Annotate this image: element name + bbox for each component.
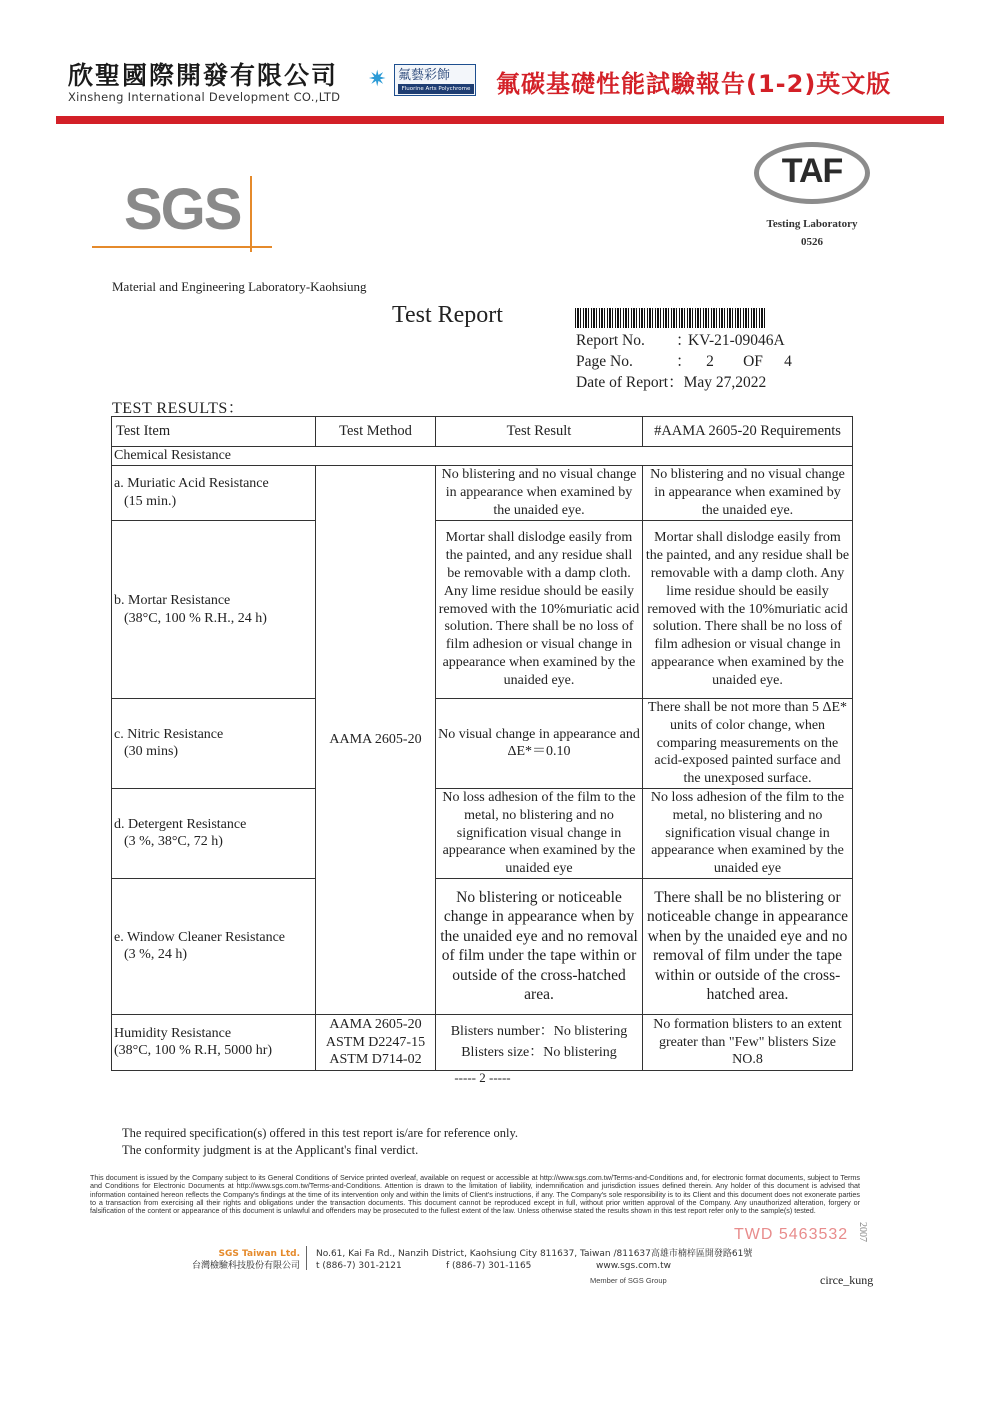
requirement-cell: There shall be not more than 5 ΔE* units of color change, when comparing measurements on the acid-exposed painted surface and the unexposed surface. — [643, 699, 853, 789]
report-no-value: KV-21-09046A — [688, 332, 785, 349]
conformity-note: The conformity judgment is at the Applicant's final verdict. — [122, 1143, 419, 1157]
test-item-name: d. Detergent Resistance — [114, 816, 247, 832]
test-result-cell: Mortar shall dislodge easily from the painted, and any residue shall be removable with a damp cloth. Any lime residue should be easily removed with the 10%muriatic acid solution. There shall be no loss of film adhesion or visual change in appearance when examined by the unaided eye. — [436, 521, 643, 699]
table-row — [112, 466, 853, 521]
table-row — [112, 699, 853, 789]
taf-logo — [752, 140, 872, 260]
header-divider — [56, 116, 944, 124]
footer-contact-row — [316, 1260, 752, 1272]
table-row — [112, 788, 853, 878]
test-result-cell: No blistering or noticeable change in appearance when by the unaided eye and no removal of film under the tape within or outside of the cross-hatched area. — [436, 878, 643, 1014]
company-banner — [0, 0, 1000, 130]
brand-badge — [368, 62, 478, 98]
date-label: Date of Report — [576, 374, 669, 391]
test-item-cell — [112, 466, 316, 521]
brand-star-icon: ✷ — [368, 66, 387, 91]
test-item-name: a. Muriatic Acid Resistance — [114, 476, 269, 492]
signer-name: circe_kung — [820, 1273, 874, 1287]
page-no-label: Page No. — [576, 353, 633, 370]
method-line: ASTM D2247-15 — [325, 1034, 426, 1050]
page-total: 4 — [784, 353, 792, 370]
col-header-test-item: Test Item — [112, 417, 316, 447]
sgs-logo-text: SGS — [124, 177, 241, 242]
requirement-cell: Mortar shall dislodge easily from the painted, and any residue shall be removable with a damp cloth. Any lime residue should be easily removed with the 10%muriatic acid solution. There shall be no loss of film adhesion or visual change in appearance when examined by the unaided eye. — [643, 521, 853, 699]
table-row — [112, 521, 853, 699]
taf-lab-label: Testing Laboratory — [766, 218, 858, 230]
results-table — [111, 416, 853, 1071]
test-item-cell — [112, 699, 316, 789]
sgs-logo-hline — [92, 246, 272, 248]
test-item-condition: (15 min.) — [124, 494, 177, 509]
table-header-row — [112, 417, 853, 447]
report-title-cn: 氟碳基礎性能試驗報告(1-2)英文版 — [496, 70, 892, 98]
test-item-name: c. Nitric Resistance — [114, 726, 224, 742]
section-row — [112, 447, 853, 466]
footer-tel: t (886-7) 301-2121 — [316, 1261, 402, 1271]
footer-company — [192, 1248, 300, 1272]
test-item-cell — [112, 521, 316, 699]
test-result-cell — [436, 1014, 643, 1070]
brand-name-cn: 氟藝彩飾 — [398, 68, 451, 83]
page-current: 2 — [706, 353, 714, 370]
blisters-size: Blisters size：No blistering — [461, 1045, 617, 1061]
requirement-cell: No loss adhesion of the film to the metal, no blistering and no signification visual change in appearance when examined by the unaided eye — [643, 788, 853, 878]
test-result-cell: No loss adhesion of the film to the metal, no blistering and no signification visual change in appearance when examined by the unaided eye — [436, 788, 643, 878]
method-line: AAMA 2605-20 — [329, 1016, 422, 1032]
footer-divider — [306, 1246, 307, 1270]
page-no-row: Page No. ： 2 OF 4 — [576, 349, 802, 371]
test-item-name: Humidity Resistance — [114, 1025, 232, 1041]
brand-name-en: Fluorine Arts Polychrome — [398, 84, 474, 94]
test-result-cell: No blistering and no visual change in appearance when examined by the unaided eye. — [436, 466, 643, 521]
section-chemical-resistance: Chemical Resistance — [112, 447, 853, 466]
company-name-en: Xinsheng International Development CO.,LTD — [68, 90, 341, 104]
test-item-condition: (3 %, 38°C, 72 h) — [124, 834, 223, 850]
barcode — [575, 308, 765, 328]
page-of: OF — [743, 353, 763, 370]
footer-fax: f (886-7) 301-1165 — [446, 1261, 532, 1271]
test-result-cell: No visual change in appearance and ΔE*＝0.10 — [436, 699, 643, 789]
requirement-cell: No blistering and no visual change in appearance when examined by the unaided eye. — [643, 466, 853, 521]
date-value: May 27,2022 — [683, 374, 767, 391]
test-item-name: e. Window Cleaner Resistance — [114, 929, 286, 945]
date-row: Date of Report：May 27,2022 — [576, 374, 767, 391]
footer-member: Member of SGS Group — [590, 1276, 667, 1285]
test-item-condition: (30 mins) — [124, 744, 179, 760]
sgs-logo-vline — [250, 176, 252, 252]
sgs-logo — [92, 176, 274, 252]
test-item-name: b. Mortar Resistance — [114, 592, 231, 608]
footer-address: No.61, Kai Fa Rd., Nanzih District, Kaohsiung City 811637, Taiwan /811637高雄市楠梓區開發路61號 — [316, 1249, 753, 1259]
test-item-cell — [112, 878, 316, 1014]
method-line: ASTM D714-02 — [329, 1052, 422, 1068]
footer-company-cn: 台灣檢驗科技股份有限公司 — [191, 1261, 300, 1271]
page-marker: ----- 2 ----- — [454, 1070, 511, 1085]
company-name-cn: 欣聖國際開發有限公司 — [68, 61, 339, 90]
doc-title: Test Report — [392, 302, 503, 328]
requirement-cell: There shall be no blistering or noticeable change in appearance when by the unaided eye and no removal of film under the tape within or outside of the cross-hatched area. — [643, 878, 853, 1014]
footer-company-en: SGS Taiwan Ltd. — [218, 1249, 300, 1259]
report-no-row: Report No. ：KV-21-09046A — [576, 332, 785, 349]
reference-note: The required specification(s) offered in this test report is/are for reference only. — [122, 1126, 519, 1140]
test-method-cell: AAMA 2605-20 — [316, 466, 436, 1015]
terms-fine-print: This document is issued by the Company subject to its General Conditions of Service printed overleaf, available on request or accessible at http://www.sgs.com.tw/Terms-and-Conditions and, for electronic format documents, subject to Terms and Conditions for Electronic Documents at http://www.sgs.com.tw/Terms-and-Conditions. Attention is drawn to the limitation of liability, indemnification and jurisdiction issues defined therein. Any holder of this document is advised that information contained hereon reflects the Company's findings at the time of its intervention only and within the limits of Client's instructions, if any. The Company's sole responsibility is to its Client and this document does not exonerate parties to a transaction from exercising all their rights and obligations under the transaction documents. This document cannot be reproduced except in full, without prior written approval of the Company. Any unauthorized alteration, forgery or falsification of the content or appearance of this document is unlawful and offenders may be prosecuted to the fullest extent of the law. Unless otherwise stated the results shown in this test report refer only to the sample(s) tested. — [90, 1173, 860, 1216]
col-header-test-result: Test Result — [436, 417, 643, 447]
side-number: 2007 — [857, 1222, 868, 1242]
table-row — [112, 878, 853, 1014]
report-no-label: Report No. — [576, 332, 645, 349]
col-header-requirements: #AAMA 2605-20 Requirements — [643, 417, 853, 447]
blisters-number: Blisters number：No blistering — [450, 1024, 628, 1040]
requirement-cell: No formation blisters to an extent greater than "Few" blisters Size NO.8 — [643, 1014, 853, 1070]
col-header-test-method: Test Method — [316, 417, 436, 447]
footer-address-block — [316, 1248, 752, 1272]
test-item-condition: (38°C, 100 % R.H, 5000 hr) — [114, 1043, 273, 1059]
taf-logo-text: TAF — [781, 152, 843, 190]
test-results-heading: TEST RESULTS： — [112, 400, 245, 417]
test-item-cell — [112, 788, 316, 878]
test-method-cell — [316, 1014, 436, 1070]
serial-number: TWD 5463532 — [734, 1226, 849, 1243]
lab-name: Material and Engineering Laboratory-Kaohsiung — [112, 279, 367, 294]
table-row-humidity — [112, 1014, 853, 1070]
footer-web: www.sgs.com.tw — [596, 1261, 672, 1271]
taf-lab-number: 0526 — [801, 236, 823, 248]
test-item-cell — [112, 1014, 316, 1070]
test-item-condition: (38°C, 100 % R.H., 24 h) — [124, 610, 267, 626]
test-item-condition: (3 %, 24 h) — [124, 947, 187, 963]
